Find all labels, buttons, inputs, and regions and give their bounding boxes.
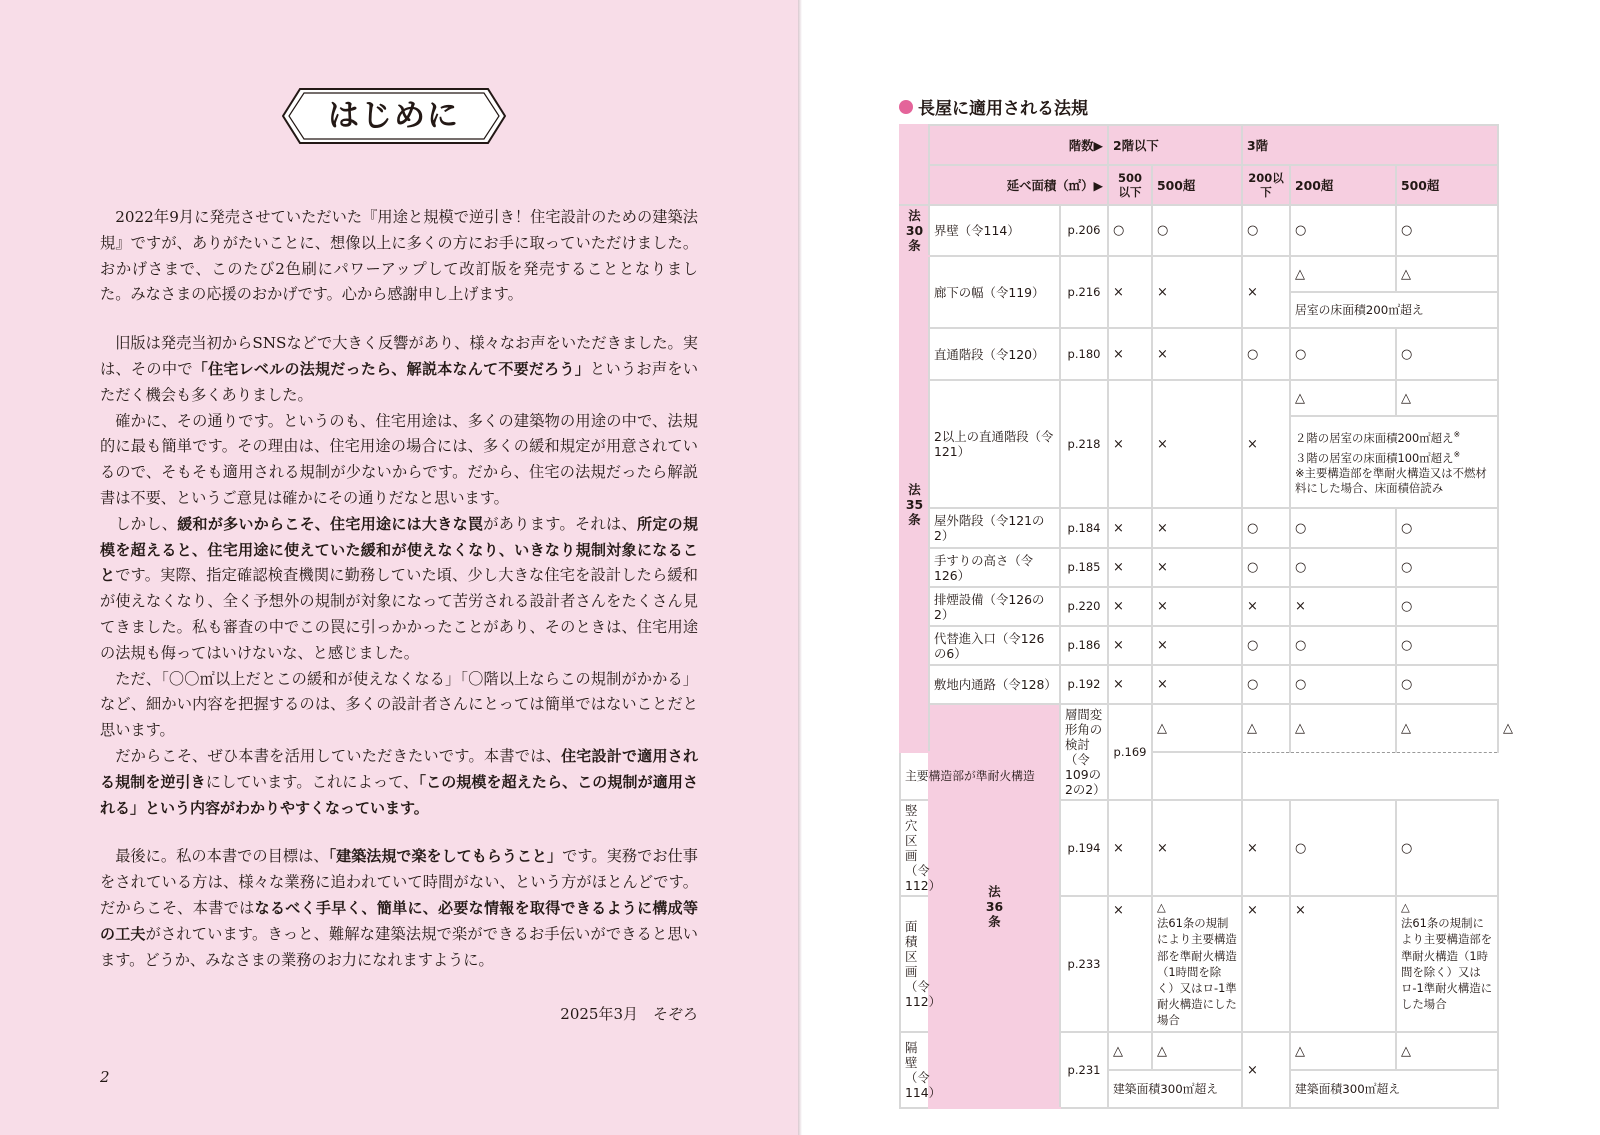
table-title-text: 長屋に適用される法規 — [918, 99, 1088, 119]
paragraph-7: 最後に。私の本書での目標は、「建築法規で楽をしてもらうこと」です。実務でお仕事をされている方は、様々な業務に追われていて時間がない、という方がほとんどです。だからこそ、本書ではなるべく手早く、簡単に、必要な情報を取得できるように構成等の工夫がされています。きっと、難解な建築法規で楽ができるお手伝いができると思います。どうか、みなさまの業務のお力になれますように。 — [100, 847, 698, 969]
cell-mark: ○ — [1242, 508, 1290, 548]
row-name: 代替進入口（令126の6） — [929, 626, 1060, 665]
page-gutter — [798, 0, 802, 1135]
paragraph-2: 旧版は発売当初からSNSなどで大きく反響があり、様々なお声をいただきました。実は、その中で「住宅レベルの法規だったら、解説本なんて不要だろう」というお声をいただく機会も多くありました。 — [100, 334, 699, 404]
cell-mark: × — [1152, 587, 1242, 626]
table-row — [900, 508, 1498, 548]
cell-mark: △ — [1290, 256, 1396, 292]
cell-mark: × — [1108, 328, 1152, 380]
cell-mark: × — [1152, 328, 1242, 380]
cell-mark: × — [1108, 626, 1152, 665]
cell-mark: △ — [1242, 704, 1290, 752]
table-row — [900, 752, 1498, 800]
floors-3: 3階 — [1242, 125, 1498, 165]
cell-mark: × — [1108, 665, 1152, 704]
paragraph-6: だからこそ、ぜひ本書を活用していただきたいです。本書では、住宅設計で適用される規制を逆引きにしています。これによって、「この規模を超えたら、この規制が適用される」という内容がわかりやすくなっています。 — [100, 746, 698, 817]
cell-mark: △ — [1290, 380, 1396, 416]
cell-mark: ○ — [1290, 800, 1396, 896]
area-label: 延べ面積（㎡）▶ — [929, 165, 1108, 205]
table-row — [900, 256, 1498, 292]
table-row — [900, 665, 1498, 704]
row-page: p.192 — [1060, 665, 1108, 704]
cell-mark: ○ — [1242, 205, 1290, 256]
cell-mark: ○ — [1396, 508, 1498, 548]
cell-mark: ○ — [1108, 205, 1152, 256]
cell-mark: × — [1152, 508, 1242, 548]
row-page: p.186 — [1060, 626, 1108, 665]
cell-mark: ○ — [1396, 665, 1498, 704]
row-name: 手すりの高さ（令126） — [929, 548, 1060, 587]
condition-note: 法61条の規制により主要構造部を準耐火構造（1時間を除く）又はロ-1準耐火構造にした場合 — [1157, 916, 1237, 1028]
row-page: p.184 — [1060, 508, 1108, 548]
condition-note: 主要構造部が準耐火構造 — [900, 752, 1242, 800]
table-row: 法 36 条 層間変形角の検討（令109の2の2） p.169 △ △ △ △ △ — [900, 704, 1498, 752]
cell-mark: × — [1242, 587, 1290, 626]
cell-mark: △ — [1152, 1032, 1242, 1070]
cell-mark: × — [1242, 896, 1290, 1032]
note-line-3: ※主要構造部を準耐火構造又は不燃材料にした場合、床面積倍読み — [1295, 465, 1487, 496]
row-page: p.231 — [1060, 1032, 1108, 1108]
table-row — [900, 328, 1498, 380]
cell-mark: × — [1108, 256, 1152, 328]
cell-mark: ○ — [1290, 626, 1396, 665]
row-name: 屋外階段（令121の2） — [929, 508, 1060, 548]
area-500-over-3f: 500超 — [1396, 165, 1498, 205]
page-title: はじめに — [328, 98, 460, 134]
row-name: 敷地内通路（令128） — [929, 665, 1060, 704]
row-page: p.169 — [1108, 704, 1152, 800]
row-page: p.206 — [1060, 205, 1108, 256]
cell-mark: ○ — [1396, 626, 1498, 665]
bullet-dot-icon — [899, 100, 913, 114]
cell-mark: × — [1152, 380, 1242, 508]
row-page: p.218 — [1060, 380, 1108, 508]
cell-mark: × — [1108, 896, 1152, 1032]
cell-mark: ○ — [1290, 665, 1396, 704]
cell-mark: × — [1152, 665, 1242, 704]
cell-conditional — [1152, 896, 1242, 1032]
area-200-over: 200超 — [1290, 165, 1396, 205]
row-name: 直通階段（令120） — [929, 328, 1060, 380]
cell-mark: × — [1152, 800, 1242, 896]
cell-mark: × — [1108, 380, 1152, 508]
table-row — [900, 548, 1498, 587]
row-name: 面積区画（令112） — [900, 896, 929, 1032]
area-500-below: 500以下 — [1108, 165, 1152, 205]
cell-mark: ○ — [1242, 626, 1290, 665]
cell-conditional — [1396, 896, 1498, 1032]
left-page — [0, 0, 798, 1135]
cell-mark: × — [1108, 508, 1152, 548]
condition-note: 法61条の規制により主要構造部を準耐火構造（1時間を除く）又はロ-1準耐火構造にした場合 — [1401, 916, 1493, 1012]
cell-mark: ○ — [1290, 548, 1396, 587]
page-number: 2 — [100, 1068, 110, 1086]
group-law36: 法 36 条 — [929, 704, 1060, 1108]
cell-mark: ○ — [1242, 665, 1290, 704]
signature: 2025年3月 そぞろ — [560, 1005, 698, 1023]
cell-mark: △ — [1396, 380, 1498, 416]
cell-mark: ○ — [1290, 205, 1396, 256]
cell-mark: × — [1290, 896, 1396, 1032]
condition-note — [1290, 416, 1498, 508]
row-page: p.194 — [1060, 800, 1108, 896]
cell-mark: ○ — [1290, 328, 1396, 380]
row-name: 層間変形角の検討（令109の2の2） — [1060, 704, 1108, 800]
table-row — [900, 205, 1498, 256]
header-row-floors — [900, 125, 1498, 165]
floors-2-below: 2階以下 — [1108, 125, 1242, 165]
law-table-container — [899, 124, 1514, 1109]
paragraph-1: 2022年9月に発売させていただいた『用途と規模で逆引き！住宅設計のための建築法規』ですが、ありがたいことに、想像以上に多くの方にお手に取っていただけました。おかげさまで、このたび2色刷にパワーアップして改訂版を発売することとなりました。みなさまの応援のおかげです。心から感謝申し上げます。 — [100, 208, 698, 304]
header-corner — [900, 125, 929, 205]
cell-mark: × — [1108, 587, 1152, 626]
paragraph-3: 確かに、その通りです。というのも、住宅用途は、多くの建築物の用途の中で、法規的に最も簡単です。その理由は、住宅用途の場合には、多くの緩和規定が用意されているので、そもそも適用される規制が少ないからです。だから、住宅の法規だったら解説書は不要、というご意見は確かにその通りだなと思います。 — [100, 411, 698, 507]
row-name: 排煙設備（令126の2） — [929, 587, 1060, 626]
cell-mark: △ — [1396, 1032, 1498, 1070]
row-page: p.180 — [1060, 328, 1108, 380]
cell-mark: × — [1152, 548, 1242, 587]
cell-mark: × — [1108, 548, 1152, 587]
cell-mark: ○ — [1396, 587, 1498, 626]
cell-mark: ○ — [1152, 205, 1242, 256]
cell-mark: △ — [1108, 1032, 1152, 1070]
group-law35: 法 35 条 — [900, 256, 929, 752]
note-line-2: ３階の居室の床面積100㎡超え※ — [1295, 449, 1461, 465]
row-name: 2以上の直通階段（令121） — [929, 380, 1060, 508]
row-page: p.216 — [1060, 256, 1108, 328]
header-row-area — [900, 165, 1498, 205]
area-200-below: 200以下 — [1242, 165, 1290, 205]
row-name: 隔壁（令114） — [900, 1032, 929, 1108]
cell-mark: × — [1242, 800, 1290, 896]
cell-mark: △ — [1396, 704, 1498, 752]
table-title — [899, 94, 1088, 119]
law-table — [899, 124, 1514, 1109]
cell-mark: △ — [1396, 256, 1498, 292]
cell-mark: ○ — [1290, 508, 1396, 548]
cell-mark: ○ — [1396, 800, 1498, 896]
cell-mark: △ — [1290, 704, 1396, 752]
cell-mark: × — [1242, 1032, 1290, 1108]
condition-note: 建築面積300㎡超え — [1108, 1070, 1242, 1108]
condition-note: 建築面積300㎡超え — [1290, 1070, 1498, 1108]
cell-mark: ○ — [1242, 548, 1290, 587]
cell-mark: × — [1152, 626, 1242, 665]
group-law30: 法 30 条 — [900, 205, 929, 256]
cell-mark: × — [1152, 256, 1242, 328]
cell-mark: △ — [1401, 900, 1410, 914]
table-row — [900, 587, 1498, 626]
cell-mark: × — [1108, 800, 1152, 896]
row-page: p.185 — [1060, 548, 1108, 587]
paragraph-4: しかし、緩和が多いからこそ、住宅用途には大きな罠があります。それは、所定の規模を超えると、住宅用途に使えていた緩和が使えなくなり、いきなり規制対象になることです。実際、指定確認検査機関に勤務していた頃、少し大きな住宅を設計したら緩和が使えなくなり、全く予想外の規制が対象になって苦労される設計者さんをたくさん見てきました。私も審査の中でこの罠に引っかかったことがあり、そのときは、住宅用途の法規も侮ってはいけないな、と感じました。 — [100, 514, 698, 662]
paragraph-5: ただ、「〇〇㎡以上だとこの緩和が使えなくなる」「〇階以上ならこの規制がかかる」など、細かい内容を把握するのは、多くの設計者さんにとっては簡単ではないことだと思います。 — [100, 669, 698, 740]
row-name: 竪穴区画（令112） — [900, 800, 929, 896]
row-name: 廊下の幅（令119） — [929, 256, 1060, 328]
condition-note: 居室の床面積200㎡超え — [1290, 292, 1498, 328]
preface-body — [100, 205, 698, 973]
row-page: p.220 — [1060, 587, 1108, 626]
cell-mark: ○ — [1242, 328, 1290, 380]
cell-mark: ○ — [1396, 328, 1498, 380]
floors-label: 階数▶ — [929, 125, 1108, 165]
cell-mark: △ — [1152, 704, 1242, 752]
area-500-over: 500超 — [1152, 165, 1242, 205]
cell-mark: ○ — [1396, 205, 1498, 256]
table-row — [900, 626, 1498, 665]
title-frame — [282, 88, 506, 144]
cell-mark: × — [1290, 587, 1396, 626]
note-line-1: ２階の居室の床面積200㎡超え※ — [1295, 430, 1461, 445]
cell-mark: △ — [1157, 900, 1166, 914]
cell-mark: × — [1242, 256, 1290, 328]
table-row — [900, 380, 1498, 416]
row-page: p.233 — [1060, 896, 1108, 1032]
cell-mark: ○ — [1396, 548, 1498, 587]
cell-mark: △ — [1290, 1032, 1396, 1070]
row-name: 界壁（令114） — [929, 205, 1060, 256]
cell-mark: × — [1242, 380, 1290, 508]
